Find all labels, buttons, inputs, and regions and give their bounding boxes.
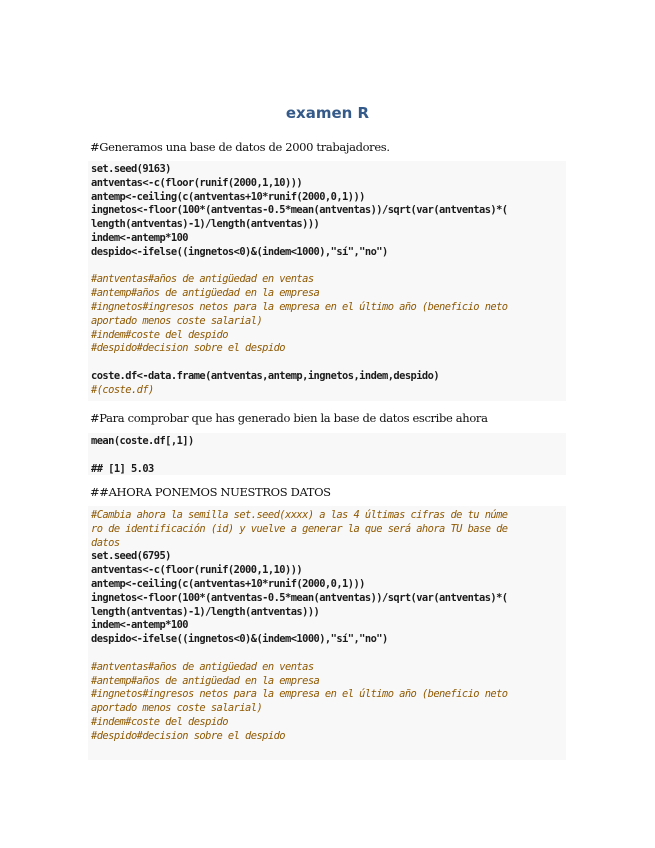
code-line: despido<-ifelse((ingnetos<0)&(indem<1000),"sí","no") [91,633,388,646]
code-comment: #indem#coste del despido [91,328,228,341]
check-paragraph: #Para comprobar que has generado bien la base de datos escribe ahora [90,411,488,425]
code-blank-line [91,449,566,463]
code-line: coste.df<-data.frame(antventas,antemp,ingnetos,indem,despido) [91,369,440,382]
code-comment: ro de identificación (id) y vuelve a generar la que será ahora TU base de [91,522,508,535]
code-line: antemp<-ceiling(c(antventas+10*runif(2000,0,1))) [91,577,365,590]
code-comment: #antventas#años de antigüedad en ventas [91,273,314,286]
code-line: antemp<-ceiling(c(antventas+10*runif(2000,0,1))) [91,190,365,203]
code-comment: #antventas#años de antigüedad en ventas [91,660,314,673]
code-blank-line [91,647,566,661]
code-comment: #despido#decision sobre el despido [91,342,285,355]
code-line: set.seed(9163) [91,163,171,175]
code-line: length(antventas)-1)/length(antventas))) [91,605,320,618]
code-line: length(antventas)-1)/length(antventas))) [91,218,320,231]
code-line: mean(coste.df[,1]) [91,435,194,447]
code-comment: #indem#coste del despido [91,715,228,728]
code-block-1 [88,161,566,401]
code-comment: #Cambia ahora la semilla set.seed(xxxx) a las 4 últimas cifras de tu núme [91,509,508,521]
code-comment: aportado menos coste salarial) [91,314,263,327]
code-comment: #antemp#años de antigüedad en la empresa [91,674,320,687]
code-comment: #despido#decision sobre el despido [91,729,285,742]
code-line: indem<-antemp*100 [91,231,188,244]
intro-paragraph: #Generamos una base de datos de 2000 trabajadores. [90,140,390,154]
code-line: despido<-ifelse((ingnetos<0)&(indem<1000),"sí","no") [91,245,388,258]
code-comment: #ingnetos#ingresos netos para la empresa en el último año (beneficio neto [91,688,508,701]
code-line: ingnetos<-floor(100*(antventas-0.5*mean(antventas))/sqrt(var(antventas)*( [91,204,508,217]
code-line: ingnetos<-floor(100*(antventas-0.5*mean(antventas))/sqrt(var(antventas)*( [91,591,508,604]
code-comment: #ingnetos#ingresos netos para la empresa en el último año (beneficio neto [91,300,508,313]
code-blank-line [91,260,566,274]
code-line: antventas<-c(floor(runif(2000,1,10))) [91,564,303,577]
code-output: ## [1] 5.03 [91,462,154,475]
code-block-2 [88,433,566,475]
code-line: antventas<-c(floor(runif(2000,1,10))) [91,176,303,189]
code-comment: aportado menos coste salarial) [91,702,263,715]
document-title: examen R [285,104,370,122]
code-comment: datos [91,536,120,549]
code-comment: #antemp#años de antigüedad en la empresa [91,287,320,300]
section-heading: ##AHORA PONEMOS NUESTROS DATOS [90,485,331,499]
code-comment: #(coste.df) [91,383,154,396]
code-line: set.seed(6795) [91,550,171,563]
code-block-3 [88,506,566,760]
code-blank-line [91,356,566,370]
code-line: indem<-antemp*100 [91,619,188,632]
